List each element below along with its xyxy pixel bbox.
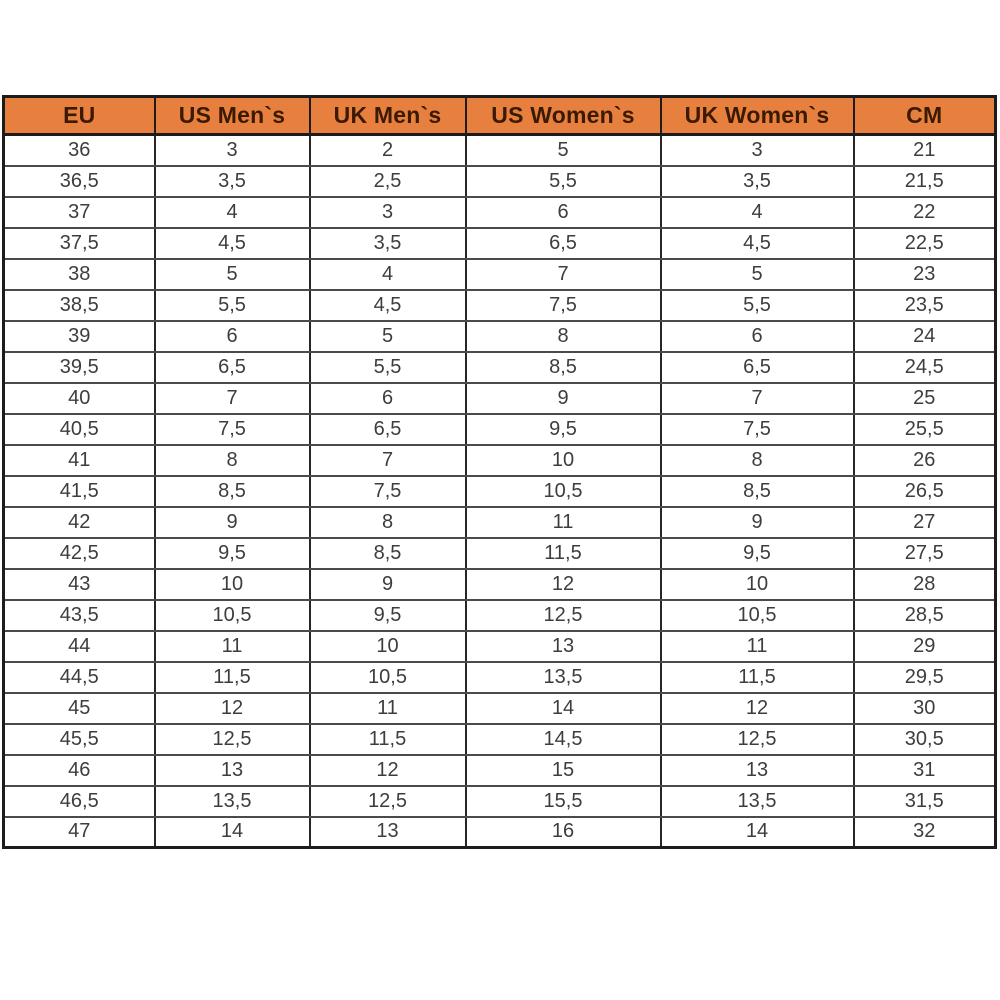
table-cell: 4,5 <box>310 290 466 321</box>
table-row <box>4 476 996 507</box>
table-cell: 9,5 <box>155 538 310 569</box>
table-row <box>4 817 996 848</box>
table-cell: 10,5 <box>155 600 310 631</box>
table-cell: 12,5 <box>310 786 466 817</box>
table-cell: 26,5 <box>854 476 996 507</box>
table-cell: 7 <box>310 445 466 476</box>
table-cell: 28 <box>854 569 996 600</box>
shoe-size-conversion-table <box>2 95 997 849</box>
table-cell: 13,5 <box>155 786 310 817</box>
table-row <box>4 693 996 724</box>
table-cell: 5,5 <box>466 166 661 197</box>
table-cell: 27 <box>854 507 996 538</box>
table-cell: 6,5 <box>310 414 466 445</box>
column-header-cm: CM <box>854 97 996 135</box>
table-cell: 7,5 <box>466 290 661 321</box>
table-cell: 6 <box>310 383 466 414</box>
table-cell: 22 <box>854 197 996 228</box>
column-header-us-women-s: US Women`s <box>466 97 661 135</box>
table-cell: 32 <box>854 817 996 848</box>
column-header-us-men-s: US Men`s <box>155 97 310 135</box>
header-row <box>4 97 996 135</box>
column-header-eu: EU <box>4 97 155 135</box>
table-row <box>4 662 996 693</box>
table-cell: 12 <box>310 755 466 786</box>
table-cell: 9,5 <box>661 538 854 569</box>
table-cell: 21,5 <box>854 166 996 197</box>
table-cell: 25,5 <box>854 414 996 445</box>
table-row <box>4 197 996 228</box>
table-row <box>4 755 996 786</box>
table-cell: 46,5 <box>4 786 155 817</box>
table-cell: 45,5 <box>4 724 155 755</box>
table-cell: 16 <box>466 817 661 848</box>
table-cell: 15 <box>466 755 661 786</box>
table-cell: 14 <box>155 817 310 848</box>
table-cell: 5,5 <box>310 352 466 383</box>
table-cell: 5 <box>155 259 310 290</box>
table-cell: 8 <box>155 445 310 476</box>
table-cell: 13 <box>310 817 466 848</box>
table-cell: 43 <box>4 569 155 600</box>
table-cell: 9,5 <box>310 600 466 631</box>
table-row <box>4 352 996 383</box>
table-row <box>4 786 996 817</box>
table-cell: 11,5 <box>466 538 661 569</box>
table-cell: 5 <box>466 135 661 166</box>
table-cell: 2,5 <box>310 166 466 197</box>
table-cell: 4 <box>310 259 466 290</box>
table-cell: 38 <box>4 259 155 290</box>
table-cell: 42 <box>4 507 155 538</box>
table-row <box>4 259 996 290</box>
table-cell: 10 <box>310 631 466 662</box>
table-cell: 6 <box>155 321 310 352</box>
table-row <box>4 290 996 321</box>
table-cell: 23 <box>854 259 996 290</box>
table-row <box>4 724 996 755</box>
table-cell: 28,5 <box>854 600 996 631</box>
table-cell: 8,5 <box>155 476 310 507</box>
table-cell: 11,5 <box>155 662 310 693</box>
table-cell: 12,5 <box>155 724 310 755</box>
table-row <box>4 445 996 476</box>
table-cell: 37 <box>4 197 155 228</box>
table-cell: 12 <box>661 693 854 724</box>
table-row <box>4 228 996 259</box>
table-cell: 11,5 <box>661 662 854 693</box>
table-row <box>4 538 996 569</box>
table-cell: 31,5 <box>854 786 996 817</box>
table-cell: 29 <box>854 631 996 662</box>
table-body <box>4 135 996 848</box>
table-row <box>4 631 996 662</box>
table-cell: 8 <box>310 507 466 538</box>
table-cell: 9,5 <box>466 414 661 445</box>
table-cell: 36,5 <box>4 166 155 197</box>
table-cell: 23,5 <box>854 290 996 321</box>
table-cell: 7 <box>466 259 661 290</box>
table-cell: 4 <box>155 197 310 228</box>
table-cell: 3 <box>661 135 854 166</box>
table-cell: 39,5 <box>4 352 155 383</box>
table-cell: 8,5 <box>466 352 661 383</box>
table-cell: 31 <box>854 755 996 786</box>
table-cell: 10 <box>661 569 854 600</box>
table-cell: 36 <box>4 135 155 166</box>
table-cell: 7 <box>155 383 310 414</box>
table-cell: 3,5 <box>310 228 466 259</box>
table-cell: 13,5 <box>466 662 661 693</box>
table-cell: 8 <box>466 321 661 352</box>
table-cell: 5 <box>661 259 854 290</box>
table-cell: 9 <box>466 383 661 414</box>
table-cell: 45 <box>4 693 155 724</box>
table-cell: 8,5 <box>310 538 466 569</box>
table-cell: 43,5 <box>4 600 155 631</box>
table-cell: 4 <box>661 197 854 228</box>
table-cell: 41 <box>4 445 155 476</box>
table-cell: 12 <box>155 693 310 724</box>
table-cell: 6,5 <box>466 228 661 259</box>
table-cell: 2 <box>310 135 466 166</box>
table-row <box>4 507 996 538</box>
table-cell: 10 <box>155 569 310 600</box>
table-row <box>4 383 996 414</box>
table-cell: 40,5 <box>4 414 155 445</box>
table-cell: 10,5 <box>310 662 466 693</box>
table-cell: 8,5 <box>661 476 854 507</box>
table-cell: 44 <box>4 631 155 662</box>
table-cell: 11 <box>661 631 854 662</box>
table-cell: 24,5 <box>854 352 996 383</box>
table-row <box>4 166 996 197</box>
table-cell: 30 <box>854 693 996 724</box>
table-cell: 3 <box>310 197 466 228</box>
table-cell: 3,5 <box>155 166 310 197</box>
table-cell: 13 <box>466 631 661 662</box>
table-cell: 42,5 <box>4 538 155 569</box>
table-cell: 3 <box>155 135 310 166</box>
table-row <box>4 321 996 352</box>
table-cell: 22,5 <box>854 228 996 259</box>
table-cell: 11,5 <box>310 724 466 755</box>
table-cell: 24 <box>854 321 996 352</box>
table-cell: 13 <box>661 755 854 786</box>
table-cell: 7 <box>661 383 854 414</box>
table-row <box>4 600 996 631</box>
table-cell: 6 <box>661 321 854 352</box>
table-head <box>4 97 996 135</box>
table-cell: 9 <box>155 507 310 538</box>
table-cell: 7,5 <box>661 414 854 445</box>
column-header-uk-men-s: UK Men`s <box>310 97 466 135</box>
table-cell: 3,5 <box>661 166 854 197</box>
table-cell: 7,5 <box>155 414 310 445</box>
table-cell: 29,5 <box>854 662 996 693</box>
table-cell: 14,5 <box>466 724 661 755</box>
table-row <box>4 135 996 166</box>
table-cell: 14 <box>661 817 854 848</box>
table-cell: 11 <box>310 693 466 724</box>
table-cell: 12,5 <box>466 600 661 631</box>
column-header-uk-women-s: UK Women`s <box>661 97 854 135</box>
table-cell: 13 <box>155 755 310 786</box>
table-cell: 10 <box>466 445 661 476</box>
table-cell: 40 <box>4 383 155 414</box>
table-cell: 5,5 <box>155 290 310 321</box>
table-cell: 21 <box>854 135 996 166</box>
table-cell: 38,5 <box>4 290 155 321</box>
table-cell: 5,5 <box>661 290 854 321</box>
table-cell: 14 <box>466 693 661 724</box>
table-row <box>4 414 996 445</box>
table-cell: 8 <box>661 445 854 476</box>
table-cell: 5 <box>310 321 466 352</box>
table-cell: 27,5 <box>854 538 996 569</box>
table-cell: 39 <box>4 321 155 352</box>
table-cell: 7,5 <box>310 476 466 507</box>
table-cell: 6 <box>466 197 661 228</box>
table-cell: 11 <box>466 507 661 538</box>
table-cell: 13,5 <box>661 786 854 817</box>
table-cell: 11 <box>155 631 310 662</box>
table-cell: 10,5 <box>466 476 661 507</box>
table-cell: 25 <box>854 383 996 414</box>
table-cell: 10,5 <box>661 600 854 631</box>
table-cell: 9 <box>661 507 854 538</box>
table-cell: 47 <box>4 817 155 848</box>
table-cell: 37,5 <box>4 228 155 259</box>
table-cell: 6,5 <box>661 352 854 383</box>
table-row <box>4 569 996 600</box>
table-cell: 26 <box>854 445 996 476</box>
table-cell: 12,5 <box>661 724 854 755</box>
table-cell: 4,5 <box>155 228 310 259</box>
table-cell: 6,5 <box>155 352 310 383</box>
table-cell: 46 <box>4 755 155 786</box>
table-cell: 44,5 <box>4 662 155 693</box>
table-cell: 9 <box>310 569 466 600</box>
table-cell: 15,5 <box>466 786 661 817</box>
table-cell: 4,5 <box>661 228 854 259</box>
table-cell: 12 <box>466 569 661 600</box>
table-cell: 30,5 <box>854 724 996 755</box>
table-cell: 41,5 <box>4 476 155 507</box>
